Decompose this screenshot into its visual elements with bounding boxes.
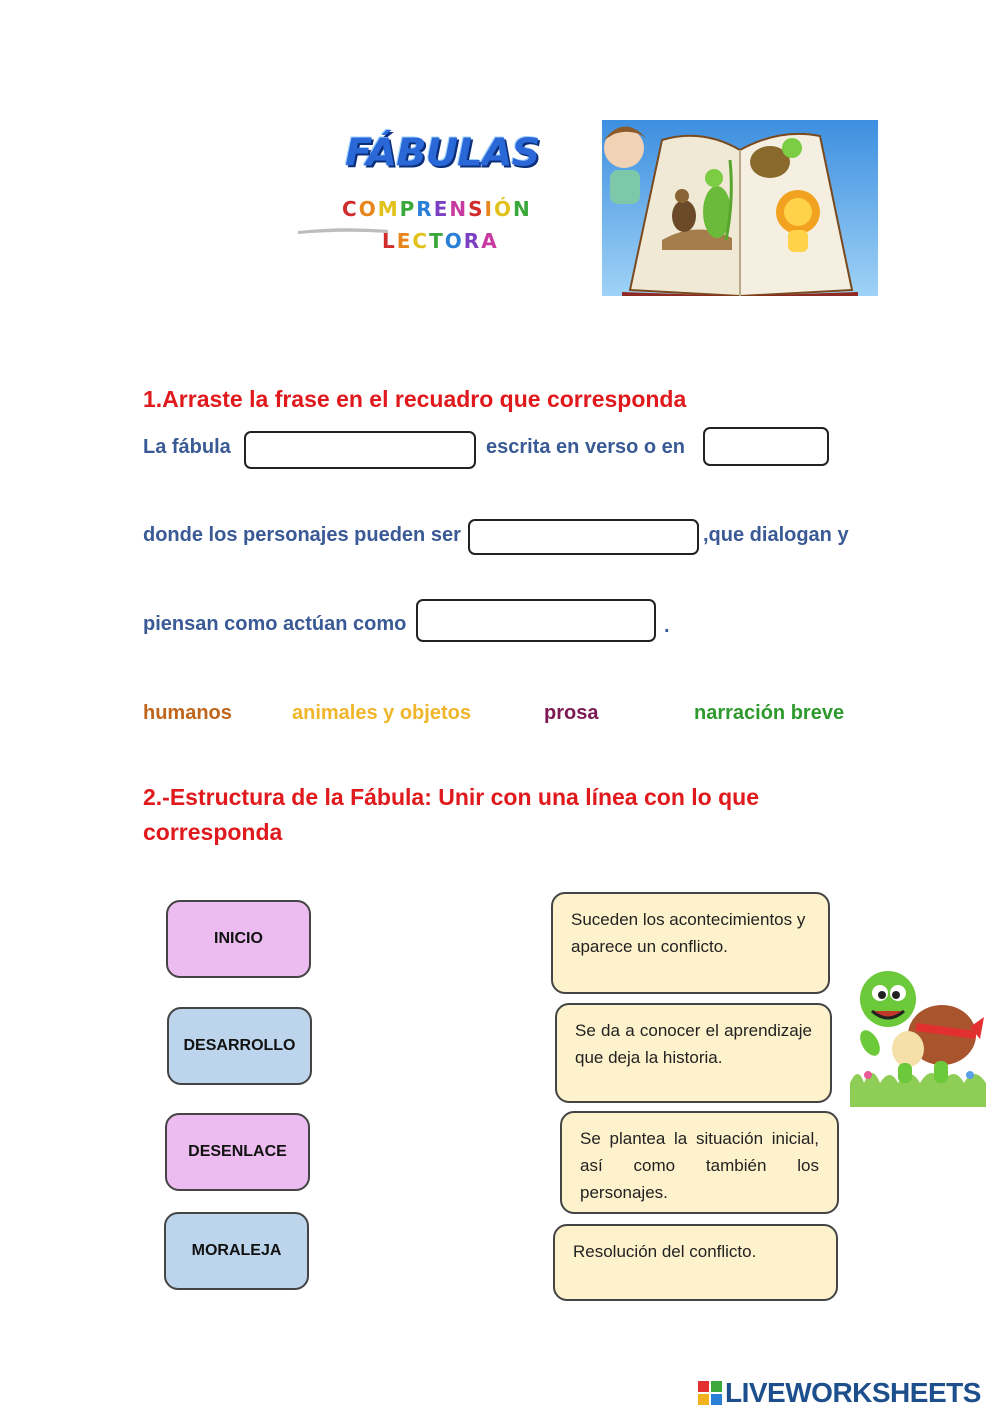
drop-box-2[interactable]: [703, 427, 829, 466]
title-fabulas: FÁBULAS: [345, 131, 540, 175]
description-acontecimientos[interactable]: Suceden los acontecimientos y aparece un conflicto.: [551, 892, 830, 994]
subtitle-comprension: [342, 195, 572, 223]
structure-desarrollo[interactable]: DESARROLLO: [167, 1007, 312, 1085]
structure-desenlace[interactable]: DESENLACE: [165, 1113, 310, 1191]
sentence-dialogan: ,que dialogan y: [703, 524, 849, 546]
drop-box-4[interactable]: [416, 599, 656, 642]
drop-box-3[interactable]: [468, 519, 699, 555]
description-aprendizaje[interactable]: Se da a conocer el aprendizaje que deja la historia.: [555, 1003, 832, 1103]
subtitle-letter: C: [412, 229, 430, 253]
subtitle-letter: Ó: [493, 197, 513, 221]
subtitle-letter: O: [358, 197, 378, 221]
description-resolucion[interactable]: Resolución del conflicto.: [553, 1224, 838, 1301]
liveworksheets-logo-icon: [697, 1380, 723, 1406]
subtitle-letter: I: [484, 197, 494, 221]
drop-box-1[interactable]: [244, 431, 476, 469]
sentence-la-fabula: La fábula: [143, 436, 231, 458]
subtitle-letter: R: [463, 229, 482, 253]
subtitle-letter: P: [399, 197, 417, 221]
section1-heading: 1.Arraste la frase en el recuadro que corresponda: [143, 386, 687, 412]
structure-moraleja[interactable]: MORALEJA: [164, 1212, 309, 1290]
subtitle-letter: N: [449, 197, 469, 221]
section2-heading-line1: 2.-Estructura de la Fábula: Unir con una línea con lo que: [143, 784, 759, 810]
subtitle-letter: T: [429, 229, 445, 253]
word-prosa[interactable]: prosa: [544, 702, 599, 724]
sentence-personajes: donde los personajes pueden ser: [143, 524, 461, 546]
description-situacion-inicial[interactable]: Se plantea la situación inicial, así como también los personajes.: [560, 1111, 839, 1214]
subtitle-letter: E: [396, 229, 413, 253]
sentence-piensan: piensan como actúan como: [143, 613, 407, 635]
sentence-escrita-en-verso: escrita en verso o en: [486, 436, 685, 458]
subtitle-letter: E: [433, 197, 450, 221]
subtitle-letter: L: [382, 229, 397, 253]
section2-heading-line2: corresponda: [143, 819, 283, 845]
running-turtle-illustration: [850, 965, 986, 1107]
subtitle-lectora: [382, 228, 532, 254]
subtitle-letter: A: [481, 229, 499, 253]
word-humanos[interactable]: humanos: [143, 702, 232, 724]
subtitle-letter: N: [512, 197, 532, 221]
liveworksheets-logo: [697, 1376, 997, 1410]
structure-inicio[interactable]: INICIO: [166, 900, 311, 978]
sentence-period: .: [664, 615, 670, 637]
subtitle-letter: O: [444, 229, 464, 253]
word-animales-y-objetos[interactable]: animales y objetos: [292, 702, 471, 724]
subtitle-letter: C: [342, 197, 359, 221]
subtitle-letter: M: [377, 197, 400, 221]
word-narracion-breve[interactable]: narración breve: [694, 702, 845, 724]
decorative-streak: [298, 226, 388, 236]
section2-heading: [143, 780, 843, 850]
subtitle-letter: S: [468, 197, 485, 221]
subtitle-letter: R: [416, 197, 434, 221]
liveworksheets-brand: LIVEWORKSHEETS: [725, 1377, 981, 1408]
fable-book-illustration: [602, 120, 878, 296]
